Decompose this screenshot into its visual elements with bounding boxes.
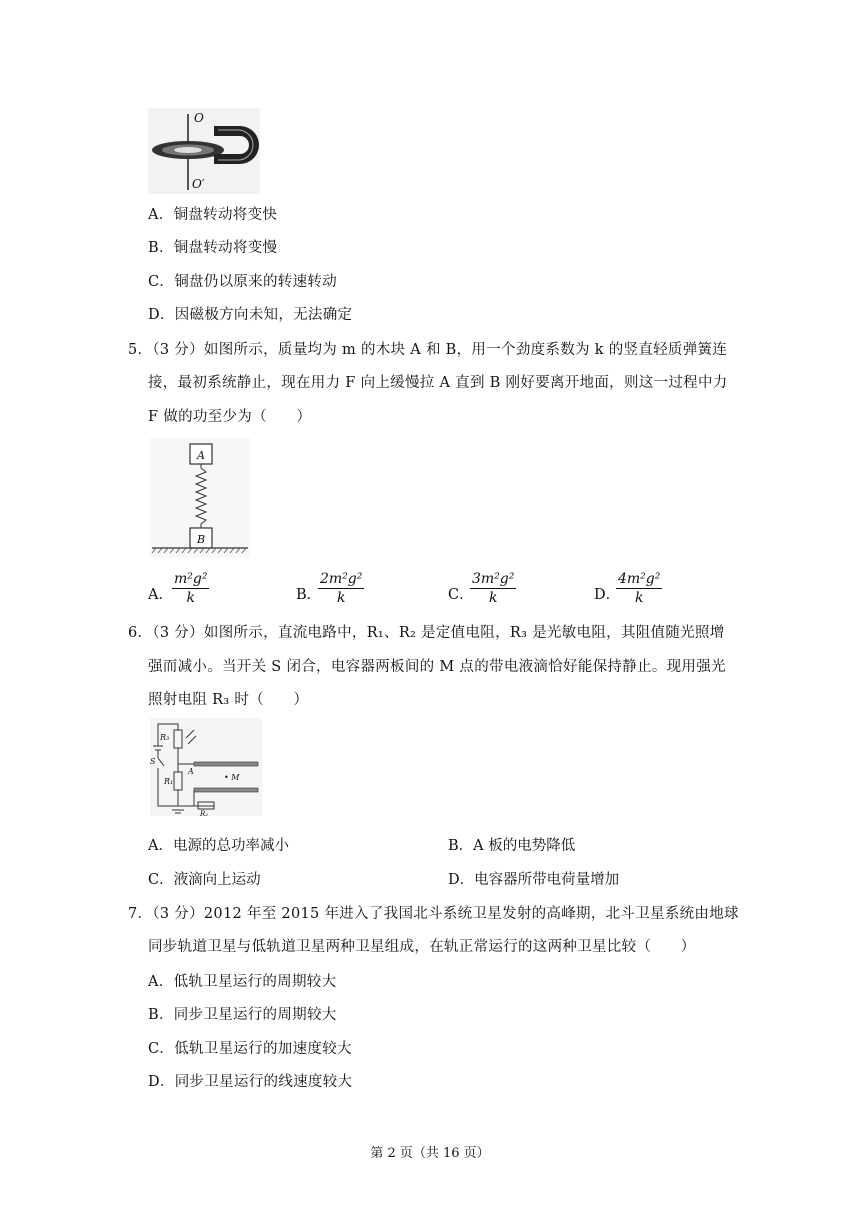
q5-option-d-letter: D． [594, 587, 621, 603]
q5-option-d-fraction [616, 571, 662, 606]
q5-option-c-denominator: k [488, 590, 498, 606]
q5-option-b-letter: B． [296, 587, 322, 603]
q5-option-a-numerator: m²g² [174, 571, 208, 587]
page-footer: 第 2 页（共 16 页） [370, 1146, 490, 1161]
q7-option-a: A．低轨卫星运行的周期较大 [148, 974, 337, 990]
q7-stem-line-1: 7．（3 分）2012 年至 2015 年进入了我国北斗系统卫星发射的高峰期，北斗卫星系统由地球 [128, 906, 739, 922]
q5-option-d-denominator: k [634, 590, 644, 606]
switch-label: S [150, 757, 156, 766]
q5-stem-line-1: 5．（3 分）如图所示，质量均为 m 的木块 A 和 B，用一个劲度系数为 k 的竖直轻质弹簧连 [128, 342, 728, 358]
q6-stem-line-1: 6．（3 分）如图所示，直流电路中，R₁、R₂ 是定值电阻，R₃ 是光敏电阻，其阻值随光照增 [128, 625, 725, 641]
q5-option-d-numerator: 4m²g² [618, 571, 661, 587]
plate-a-label: A [188, 767, 194, 776]
spring-blocks-figure [150, 438, 250, 558]
copper-disk-figure [148, 108, 260, 194]
q6-stem-line-3: 照射电阻 R₃ 时（ ） [148, 692, 309, 708]
q5-option-a-denominator: k [186, 590, 195, 606]
r1-label: R₁ [164, 777, 174, 786]
dc-circuit-figure [150, 718, 262, 816]
block-b-label: B [196, 533, 206, 546]
q5-option-c-fraction [470, 571, 516, 606]
axis-top-label: O [194, 111, 204, 125]
q7-option-b: B．同步卫星运行的周期较大 [148, 1007, 337, 1023]
q4-option-d: D．因磁极方向未知，无法确定 [148, 307, 353, 323]
q4-option-b: B．铜盘转动将变慢 [148, 240, 278, 256]
q7-option-d: D．同步卫星运行的线速度较大 [148, 1074, 353, 1090]
q5-option-b-numerator: 2m²g² [320, 571, 363, 587]
q4-option-a: A．铜盘转动将变快 [148, 207, 278, 223]
axis-bottom-label: O′ [192, 177, 205, 191]
q5-option-c-letter: C． [448, 587, 474, 603]
q6-option-b: B．A 板的电势降低 [448, 838, 576, 854]
point-m-label: • M [224, 773, 240, 782]
q5-option-c-numerator: 3m²g² [472, 571, 515, 587]
q5-option-b-denominator: k [336, 590, 346, 606]
q6-stem-line-2: 强而减小。当开关 S 闭合，电容器两板间的 M 点的带电液滴恰好能保持静止。现用强光 [148, 659, 726, 675]
q4-option-c: C．铜盘仍以原来的转速转动 [148, 274, 337, 290]
q7-option-c: C．低轨卫星运行的加速度较大 [148, 1041, 352, 1057]
q6-option-d: D．电容器所带电荷量增加 [448, 872, 620, 888]
q5-option-a-fraction [172, 571, 209, 606]
r2-label: R₂ [200, 810, 209, 816]
q5-option-a-letter: A． [148, 587, 173, 603]
q5-option-b-fraction [318, 571, 364, 606]
r3-label: R₃ [160, 733, 170, 742]
q5-stem-line-2: 接，最初系统静止，现在用力 F 向上缓慢拉 A 直到 B 刚好要离开地面，则这一过程中力 [148, 375, 728, 391]
q7-stem-line-2: 同步轨道卫星与低轨道卫星两种卫星组成，在轨正常运行的这两种卫星比较（ ） [148, 939, 696, 955]
q6-option-c: C．液滴向上运动 [148, 872, 261, 888]
q6-option-a: A．电源的总功率减小 [148, 838, 289, 854]
block-a-label: A [197, 449, 205, 462]
q5-stem-line-3: F 做的功至少为（ ） [148, 409, 312, 425]
